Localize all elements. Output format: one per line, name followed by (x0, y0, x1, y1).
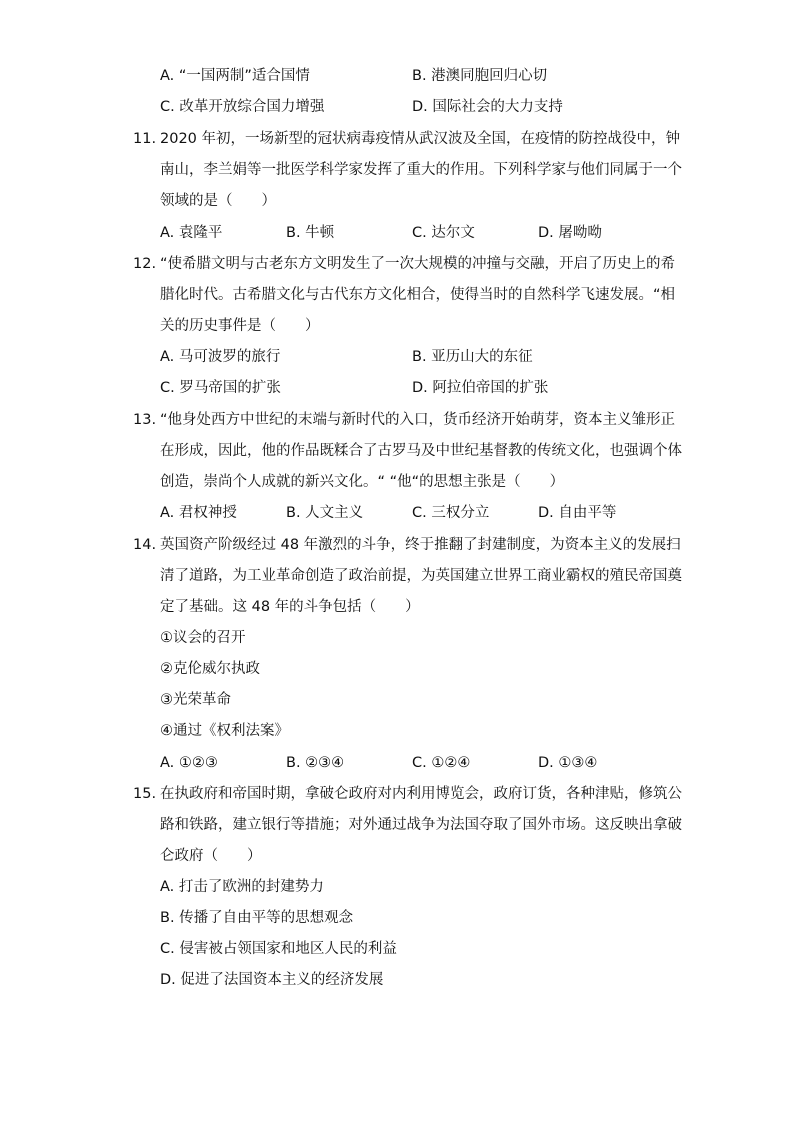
q11-option-a: A. 袁隆平 (160, 225, 223, 241)
q14-option-a: A. ①②③ (160, 755, 218, 771)
q12-number: 12. (133, 256, 157, 272)
q14-option-c: C. ①②④ (412, 755, 471, 771)
q13-stem-line-1: “他身处西方中世纪的末端与新时代的入口，货币经济开始萌芽，资本主义雏形正 (160, 412, 676, 428)
q11-option-b: B. 牛顿 (286, 225, 335, 241)
q13-stem-line-2: 在形成，因此，他的作品既糅合了古罗马及中世纪基督教的传统文化，也强调个体 (160, 443, 682, 459)
q10-option-a: A. “一国两制”适合国情 (160, 68, 310, 84)
q13-number: 13. (133, 412, 157, 428)
q12-stem-line-3: 关的历史事件是（ ） (160, 318, 320, 334)
q15-stem-line-1: 在执政府和帝国时期，拿破仑政府对内利用博览会，政府订货，各种津贴，修筑公 (160, 786, 682, 802)
q15-option-d: D. 促进了法国资本主义的经济发展 (160, 972, 384, 988)
q14-item-1: ①议会的召开 (160, 630, 246, 646)
q14-stem-line-3: 定了基础。这 48 年的斗争包括（ ） (160, 599, 420, 615)
q10-option-c: C. 改革开放综合国力增强 (160, 99, 325, 115)
q13-option-c: C. 三权分立 (412, 505, 490, 521)
q14-stem-line-2: 清了道路，为工业革命创造了政治前提，为英国建立世界工商业霸权的殖民帝国奠 (160, 568, 682, 584)
q14-item-4: ④通过《权利法案》 (160, 723, 289, 739)
q14-item-2: ②克伦威尔执政 (160, 661, 260, 677)
q15-option-c: C. 侵害被占领国家和地区人民的利益 (160, 941, 397, 957)
q12-option-b: B. 亚历山大的东征 (412, 349, 533, 365)
q13-option-b: B. 人文主义 (286, 505, 364, 521)
q15-stem-line-2: 路和铁路，建立银行等措施；对外通过战争为法国夺取了国外市场。这反映出拿破 (160, 817, 682, 833)
q14-option-b: B. ②③④ (286, 755, 345, 771)
q13-stem-line-3: 创造，崇尚个人成就的新兴文化。“ “他“的思想主张是（ ） (160, 474, 565, 490)
q13-option-d: D. 自由平等 (538, 505, 617, 521)
q14-item-3: ③光荣革命 (160, 692, 231, 708)
q12-option-a: A. 马可波罗的旅行 (160, 349, 281, 365)
q12-stem-line-2: 腊化时代。古希腊文化与古代东方文化相合，使得当时的自然科学飞速发展。“相 (160, 287, 676, 303)
q14-number: 14. (133, 537, 157, 553)
q11-option-c: C. 达尔文 (412, 225, 475, 241)
q14-option-d: D. ①③④ (538, 755, 598, 771)
q15-option-a: A. 打击了欧洲的封建势力 (160, 879, 324, 895)
q12-option-c: C. 罗马帝国的扩张 (160, 380, 281, 396)
q15-number: 15. (133, 786, 157, 802)
q12-option-d: D. 阿拉伯帝国的扩张 (412, 380, 549, 396)
q11-option-d: D. 屠呦呦 (538, 225, 602, 241)
q14-stem-line-1: 英国资产阶级经过 48 年激烈的斗争，终于推翻了封建制度，为资本主义的发展扫 (160, 537, 681, 553)
q11-number: 11. (133, 131, 157, 147)
q13-option-a: A. 君权神授 (160, 505, 237, 521)
q12-stem-line-1: “使希腊文明与古老东方文明发生了一次大规模的冲撞与交融，开启了历史上的希 (160, 256, 676, 272)
q15-option-b: B. 传播了自由平等的思想观念 (160, 910, 354, 926)
q11-stem-line-3: 领域的是（ ） (160, 193, 276, 209)
q15-stem-line-3: 仑政府（ ） (160, 848, 262, 864)
q11-stem-line-1: 2020 年初，一场新型的冠状病毒疫情从武汉波及全国，在疫情的防控战役中，钟 (160, 131, 681, 147)
q10-option-d: D. 国际社会的大力支持 (412, 99, 563, 115)
q11-stem-line-2: 南山，李兰娟等一批医学科学家发挥了重大的作用。下列科学家与他们同属于一个 (160, 162, 682, 178)
q10-option-b: B. 港澳同胞回归心切 (412, 68, 548, 84)
